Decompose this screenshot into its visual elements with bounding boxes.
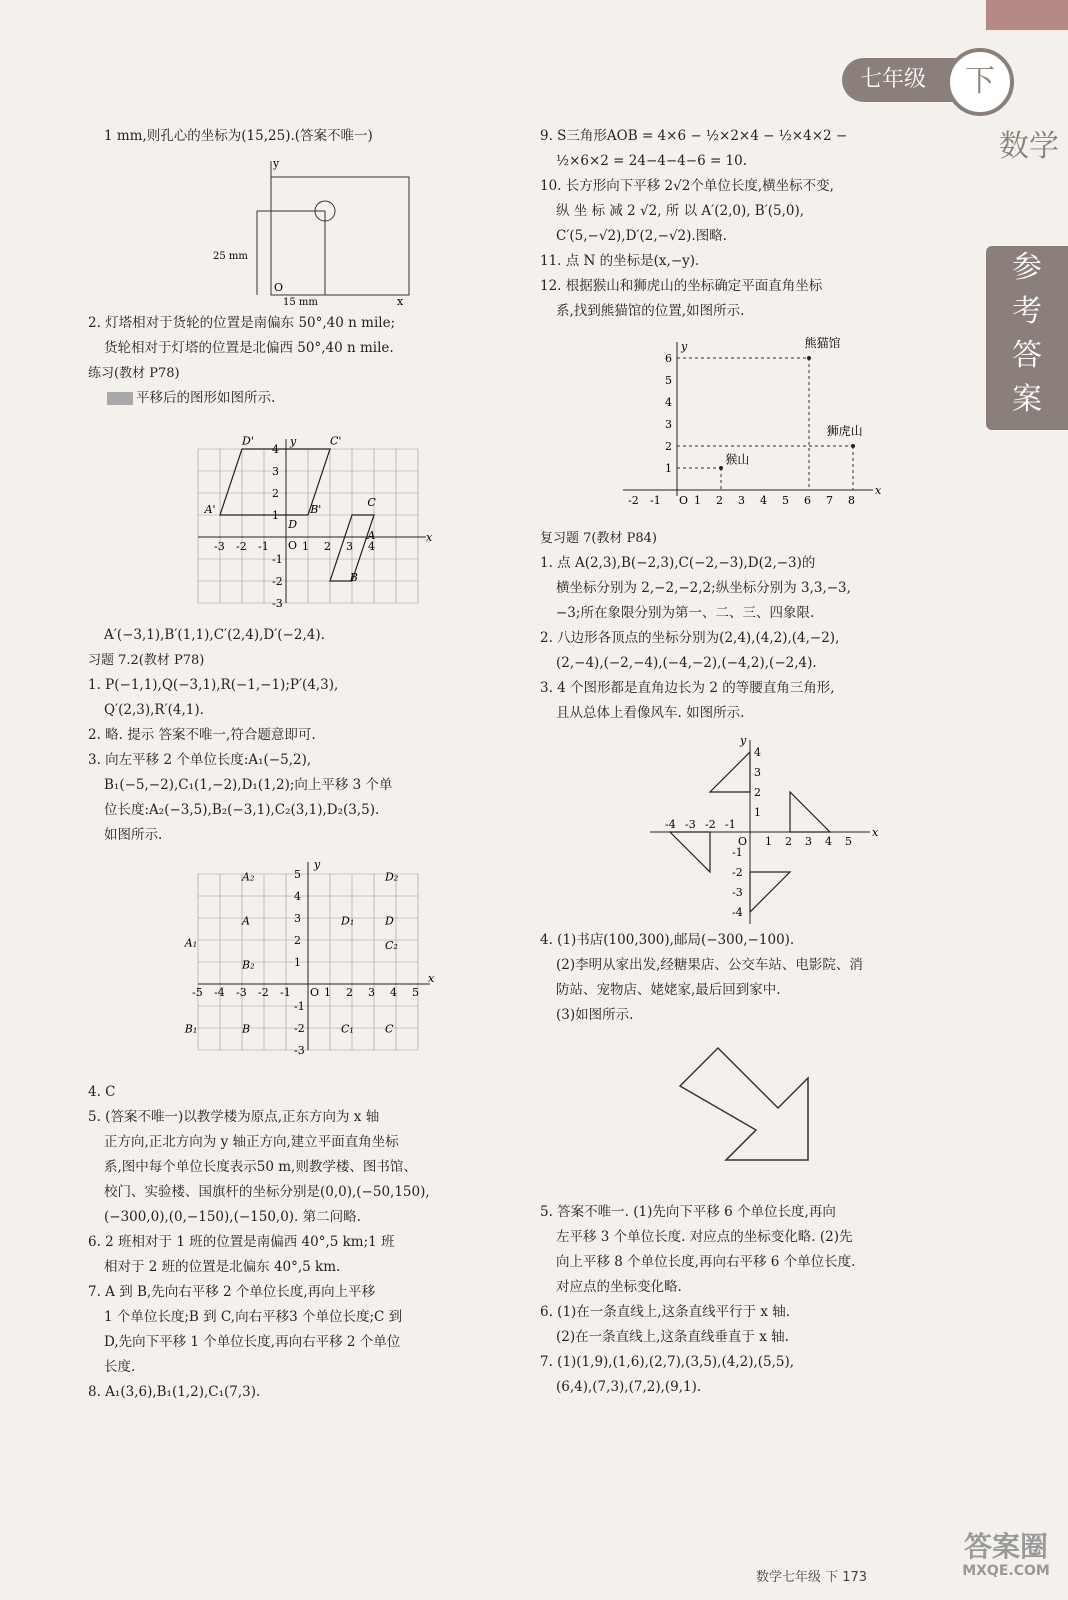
answer-line: D,先向下平移 1 个单位长度,再向右平移 2 个单位 <box>104 1334 401 1350</box>
tick-label: 7 <box>826 494 833 507</box>
point-label: C₂ <box>385 938 398 952</box>
tick-label: -3 <box>732 886 743 899</box>
point-label: C' <box>330 434 342 448</box>
answer-line: 1. P(−1,1),Q(−3,1),R(−1,−1);P′(4,3), <box>88 677 339 693</box>
origin-label: O <box>288 539 298 552</box>
location-point <box>851 444 855 448</box>
answer-line: B₁(−5,−2),C₁(1,−2),D₁(1,2);向上平移 3 个单 <box>104 777 393 793</box>
answer-line: −3;所在象限分别为第一、二、三、四象限. <box>556 605 815 621</box>
tick-label: 5 <box>782 494 789 507</box>
top-color-strip <box>986 0 1068 30</box>
answer-line: 纵 坐 标 减 2 √2, 所 以 A′(2,0), B′(5,0), <box>556 203 805 219</box>
answer-line: (2)在一条直线上,这条直线垂直于 x 轴. <box>556 1329 789 1345</box>
tick-label: 3 <box>738 494 745 507</box>
origin-label: O <box>679 494 689 507</box>
tick-label: 8 <box>848 494 855 507</box>
tick-label: 4 <box>294 890 301 903</box>
answer-line: (3)如图所示. <box>556 1007 634 1023</box>
tick-label: -3 <box>236 986 247 999</box>
tick-label: 1 <box>294 956 301 969</box>
tick-label: 2 <box>665 440 672 453</box>
tick-label: 2 <box>294 934 301 947</box>
axis-label: x <box>397 295 404 308</box>
origin-label: O <box>274 281 284 294</box>
answer-line: A′(−3,1),B′(1,1),C′(2,4),D′(−2,4). <box>104 627 325 643</box>
axis-label: y <box>290 435 297 448</box>
answer-line: 4. C <box>88 1084 116 1100</box>
arrow-figure <box>660 1034 860 1194</box>
tick-label: -1 <box>280 986 291 999</box>
answer-line: 如图所示. <box>104 827 163 843</box>
answer-line: 相对于 2 班的位置是北偏东 40°,5 km. <box>104 1259 341 1275</box>
answer-line: 10. 长方形向下平移 2√2个单位长度,横坐标不变, <box>540 178 834 194</box>
section-heading: 练习(教材 P78) <box>88 366 180 381</box>
subject-label: 数学 <box>999 129 1059 164</box>
answer-line: (2)李明从家出发,经糖果店、公交车站、电影院、消 <box>556 957 863 973</box>
axis-label: y <box>314 858 321 871</box>
tick-label: 4 <box>272 443 279 456</box>
tick-label: 4 <box>760 494 767 507</box>
triangle <box>790 792 830 832</box>
answer-line: 校门、实验楼、国旗杆的坐标分别是(0,0),(−50,150), <box>104 1184 430 1200</box>
dimension-label: 15 mm <box>283 297 318 308</box>
axis-label: y <box>273 157 280 170</box>
tick-label: 3 <box>368 986 375 999</box>
tick-label: -2 <box>732 866 743 879</box>
axis-label: x <box>428 972 435 985</box>
tick-label: 4 <box>665 396 672 409</box>
answer-line: 1. 点 A(2,3),B(−2,3),C(−2,−3),D(2,−3)的 <box>540 555 816 571</box>
answer-line: 2. 灯塔相对于货轮的位置是南偏东 50°,40 n mile; <box>88 315 396 331</box>
origin-label: O <box>738 835 748 848</box>
tick-label: 4 <box>368 540 375 553</box>
point-label: B₁ <box>184 1022 198 1036</box>
answer-line: 1 个单位长度;B 到 C,向右平移3 个单位长度;C 到 <box>104 1309 403 1325</box>
location-label: 狮虎山 <box>826 424 863 438</box>
tick-label: 2 <box>754 786 761 799</box>
section-heading: 习题 7.2(教材 P78) <box>88 653 205 668</box>
watermark <box>944 1532 1068 1600</box>
answer-line: 7. (1)(1,9),(1,6),(2,7),(3,5),(4,2),(5,5), <box>540 1354 795 1370</box>
answer-line: 向上平移 8 个单位长度,再向右平移 6 个单位长度. <box>556 1254 856 1270</box>
tick-label: -5 <box>192 986 203 999</box>
answer-line: (2,−4),(−2,−4),(−4,−2),(−4,2),(−2,4). <box>556 655 817 671</box>
answer-line: 货轮相对于灯塔的位置是北偏西 50°,40 n mile. <box>104 340 394 356</box>
point-label: B₂ <box>242 958 255 972</box>
zoo-map-figure <box>615 330 905 520</box>
point-label: D₂ <box>385 870 399 884</box>
tick-label: -2 <box>705 818 716 831</box>
point-label: B <box>349 571 358 584</box>
watermark-url: MXQE.COM <box>962 1563 1050 1579</box>
point-label: A <box>242 914 250 928</box>
answer-line: 6. (1)在一条直线上,这条直线平行于 x 轴. <box>540 1304 791 1320</box>
arrow-shape <box>680 1048 808 1160</box>
answer-line: 9. S三角形AOB = 4×6 − ½×2×4 − ½×4×2 − <box>540 128 848 144</box>
tick-label: 2 <box>272 487 279 500</box>
tick-label: -1 <box>294 1000 305 1013</box>
tick-label: 2 <box>785 835 792 848</box>
answer-line: 3. 向左平移 2 个单位长度:A₁(−5,2), <box>88 752 312 768</box>
tick-label: 6 <box>665 352 672 365</box>
triangle <box>710 752 750 792</box>
point-label: C <box>385 1022 394 1036</box>
tick-label: 3 <box>294 912 301 925</box>
point-label: C₁ <box>341 1022 354 1036</box>
tick-label: -3 <box>272 597 283 610</box>
point-label: A' <box>204 502 216 516</box>
point-label: D <box>385 914 394 928</box>
axis-label: x <box>875 484 882 497</box>
answer-line: Q′(2,3),R′(4,1). <box>104 702 204 718</box>
answer-line: 系,图中每个单位长度表示50 m,则教学楼、图书馆、 <box>104 1159 417 1175</box>
tick-label: 1 <box>765 835 772 848</box>
answer-line: 且从总体上看像风车. 如图所示. <box>556 705 745 721</box>
point-label: D₁ <box>341 914 355 928</box>
tick-label: 5 <box>412 986 419 999</box>
tick-label: 4 <box>754 746 761 759</box>
answer-line: 对应点的坐标变化略. <box>556 1279 682 1295</box>
tick-label: 1 <box>302 540 309 553</box>
dimension-label: 25 mm <box>213 251 248 262</box>
answer-line: 6. 2 班相对于 1 班的位置是南偏西 40°,5 km;1 班 <box>88 1234 395 1250</box>
tick-label: -2 <box>236 540 247 553</box>
tab-char: 案 <box>1012 382 1042 417</box>
tick-label: -4 <box>214 986 225 999</box>
answer-line: (6,4),(7,3),(7,2),(9,1). <box>556 1379 702 1395</box>
tick-label: -3 <box>214 540 225 553</box>
tick-label: -3 <box>294 1044 305 1057</box>
tick-label: 3 <box>754 766 761 779</box>
answer-line: 正方向,正北方向为 y 轴正方向,建立平面直角坐标 <box>104 1134 399 1150</box>
point-label: D <box>288 518 298 532</box>
answer-line: 2. 八边形各顶点的坐标分别为(2,4),(4,2),(4,−2), <box>540 630 840 646</box>
watermark-text: 答案圈 <box>963 1530 1048 1563</box>
tick-label: 2 <box>716 494 723 507</box>
axis-label: y <box>740 734 747 747</box>
term-badge: 下 <box>946 48 1014 116</box>
point-label: B <box>242 1022 251 1036</box>
answer-line: 7. A 到 B,先向右平移 2 个单位长度,再向上平移 <box>88 1284 376 1300</box>
axis-label: x <box>872 826 879 839</box>
point-label: A₂ <box>242 870 255 884</box>
origin-label: O <box>310 986 320 999</box>
tick-label: 5 <box>294 868 301 881</box>
answer-line: 5. (答案不唯一)以教学楼为原点,正东方向为 x 轴 <box>88 1109 380 1125</box>
answer-line <box>88 386 528 411</box>
tick-label: -1 <box>732 846 743 859</box>
answer-line: 12. 根据猴山和狮虎山的坐标确定平面直角坐标 <box>540 278 823 294</box>
location-point <box>807 356 811 360</box>
tick-label: -2 <box>258 986 269 999</box>
axis-label: y <box>681 340 688 353</box>
tick-label: -2 <box>628 494 639 507</box>
triangle <box>670 832 710 872</box>
tick-label: 4 <box>390 986 397 999</box>
point-label: A₁ <box>184 936 198 950</box>
left-column <box>88 124 528 1405</box>
tick-label: 1 <box>754 806 761 819</box>
answer-line: 防站、宠物店、姥姥家,最后回到家中. <box>556 982 781 998</box>
point-label: D' <box>242 434 254 448</box>
answer-line: 3. 4 个图形都是直角边长为 2 的等腰直角三角形, <box>540 680 835 696</box>
tick-label: 5 <box>845 835 852 848</box>
translation-grid-figure <box>173 854 443 1074</box>
tab-char: 参 <box>1012 250 1042 285</box>
tick-label: 1 <box>694 494 701 507</box>
answer-line: 横坐标分别为 2,−2,−2,2;纵坐标分别为 3,3,−3, <box>556 580 851 596</box>
tick-label: 3 <box>665 418 672 431</box>
answer-text: 平移后的图形如图所示. <box>136 390 276 406</box>
tick-label: 5 <box>665 374 672 387</box>
answer-line: 左平移 3 个单位长度. 对应点的坐标变化略. (2)先 <box>556 1229 853 1245</box>
answer-line: 长度. <box>104 1359 136 1375</box>
location-point <box>719 466 723 470</box>
tick-label: -3 <box>685 818 696 831</box>
tick-label: -4 <box>665 818 676 831</box>
tick-label: -1 <box>272 553 283 566</box>
tick-label: 1 <box>272 509 279 522</box>
point-label: B' <box>310 502 322 516</box>
tick-label: 3 <box>346 540 353 553</box>
tick-label: 2 <box>324 540 331 553</box>
point-label: C <box>367 496 376 510</box>
tick-label: -1 <box>725 818 736 831</box>
axis-label: x <box>426 531 433 544</box>
tab-char: 答 <box>1012 338 1042 373</box>
answer-line: 8. A₁(3,6),B₁(1,2),C₁(7,3). <box>88 1384 261 1400</box>
windmill-figure <box>640 732 880 922</box>
right-column <box>540 124 980 1400</box>
tick-label: -1 <box>258 540 269 553</box>
tick-label: 3 <box>272 465 279 478</box>
section-heading: 复习题 7(教材 P84) <box>540 531 657 546</box>
answer-line: C′(5,−√2),D′(2,−√2).图略. <box>556 228 727 244</box>
tick-label: 4 <box>825 835 832 848</box>
translation-figure <box>198 417 433 617</box>
answer-line: 1 mm,则孔心的坐标为(15,25).(答案不唯一) <box>104 128 373 144</box>
answer-line: 2. 略. 提示 答案不唯一,符合题意即可. <box>88 727 316 743</box>
tick-label: 1 <box>665 462 672 475</box>
tick-label: -2 <box>272 575 283 588</box>
answer-tag <box>107 392 133 405</box>
page-footer: 数学七年级 下 173 <box>756 1570 868 1585</box>
tick-label: -1 <box>650 494 661 507</box>
tick-label: 3 <box>805 835 812 848</box>
tab-char: 考 <box>1012 294 1042 329</box>
answer-section-tab <box>986 246 1068 430</box>
answer-line: ½×6×2 = 24−4−4−6 = 10. <box>556 153 748 169</box>
tick-label: 6 <box>804 494 811 507</box>
answer-line: 5. 答案不唯一. (1)先向下平移 6 个单位长度,再向 <box>540 1204 836 1220</box>
tick-label: 2 <box>346 986 353 999</box>
location-label: 熊猫馆 <box>804 336 841 350</box>
point-label: A <box>367 529 376 543</box>
grade-badge: 七年级 <box>842 58 1002 102</box>
hole-figure <box>213 155 404 308</box>
answer-line: 4. (1)书店(100,300),邮局(−300,−100). <box>540 932 795 948</box>
answer-line: 系,找到熊猫馆的位置,如图所示. <box>556 303 745 319</box>
tick-label: 1 <box>324 986 331 999</box>
tick-label: -2 <box>294 1022 305 1035</box>
answer-line: 11. 点 N 的坐标是(x,−y). <box>540 253 700 269</box>
location-label: 猴山 <box>725 452 750 467</box>
tick-label: -4 <box>732 906 743 919</box>
answer-line: 位长度:A₂(−3,5),B₂(−3,1),C₂(3,1),D₂(3,5). <box>104 802 380 818</box>
answer-line: (−300,0),(0,−150),(−150,0). 第二问略. <box>104 1209 361 1225</box>
triangle <box>750 872 790 912</box>
